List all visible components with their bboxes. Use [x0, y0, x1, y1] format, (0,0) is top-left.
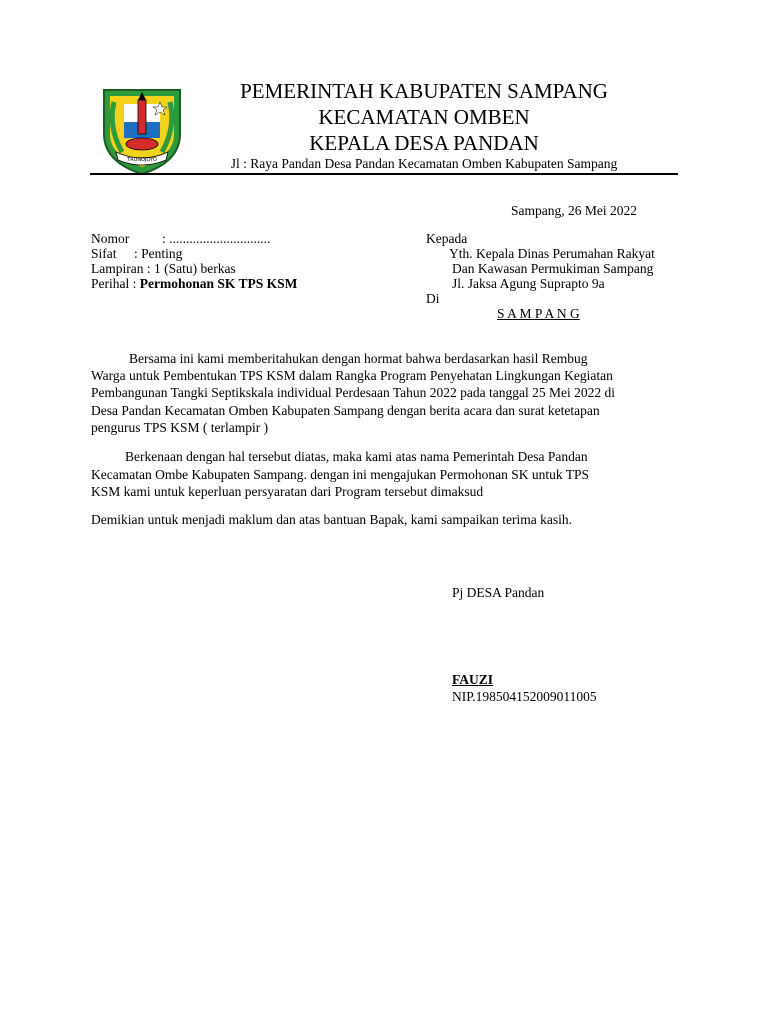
recipient-kepada: Kepada: [426, 231, 468, 246]
letter-date: Sampang, 26 Mei 2022: [511, 203, 637, 218]
letterhead-address: Jl : Raya Pandan Desa Pandan Kecamatan Omben Kabupaten Sampang: [230, 156, 618, 171]
sifat-value: : Penting: [134, 246, 183, 261]
paragraph1-line3: Pembangunan Tangki Septikskala individual Perdesaan Tahun 2022 pada tanggal 25 Mei 2022 di: [91, 385, 616, 400]
perihal-line: [91, 276, 297, 291]
paragraph1-line4: Desa Pandan Kecamatan Omben Kabupaten Sampang dengan berita acara dan surat ketetapan: [91, 403, 600, 418]
signature-title: Pj DESA Pandan: [452, 585, 545, 600]
paragraph1-line5: pengurus TPS KSM ( terlampir ): [91, 420, 269, 435]
paragraph1-line2: Warga untuk Pembentukan TPS KSM dalam Rangka Program Penyehatan Lingkungan Kegiatan: [91, 368, 613, 383]
perihal-label: Perihal :: [91, 276, 137, 291]
letterhead-divider: [90, 173, 678, 175]
recipient-city: S A M P A N G: [497, 306, 580, 321]
logo-ribbon-text: TRUNOJOYO: [127, 157, 157, 163]
letterhead-line3: KEPALA DESA PANDAN: [309, 131, 539, 155]
nomor-label: Nomor: [91, 231, 130, 246]
nomor-value: : ..............................: [162, 231, 271, 246]
sifat-label: Sifat: [91, 246, 117, 261]
recipient-line3: Jl. Jaksa Agung Suprapto 9a: [452, 276, 605, 291]
paragraph1-line1: Bersama ini kami memberitahukan dengan hormat bahwa berdasarkan hasil Rembug: [129, 351, 588, 366]
paragraph2-line3: KSM kami untuk keperluan persyaratan dari Program tersebut dimaksud: [91, 484, 484, 499]
paragraph2-line1: Berkenaan dengan hal tersebut diatas, maka kami atas nama Pemerintah Desa Pandan: [125, 449, 588, 464]
signature-nip: NIP.198504152009011005: [452, 689, 597, 704]
recipient-line1: Yth. Kepala Dinas Perumahan Rakyat: [449, 246, 655, 261]
signature-name: FAUZI: [452, 672, 494, 687]
recipient-di: Di: [426, 291, 440, 306]
letterhead-line1: PEMERINTAH KABUPATEN SAMPANG: [240, 79, 608, 103]
paragraph3: Demikian untuk menjadi maklum dan atas bantuan Bapak, kami sampaikan terima kasih.: [91, 512, 572, 527]
lampiran-line: Lampiran : 1 (Satu) berkas: [91, 261, 236, 276]
letterhead-line2: KECAMATAN OMBEN: [318, 105, 530, 129]
regency-emblem-logo: [98, 82, 186, 176]
perihal-value: Permohonan SK TPS KSM: [139, 276, 298, 291]
recipient-line2: Dan Kawasan Permukiman Sampang: [452, 261, 654, 276]
paragraph2-line2: Kecamatan Ombe Kabupaten Sampang. dengan ini mengajukan Permohonan SK untuk TPS: [91, 467, 590, 482]
